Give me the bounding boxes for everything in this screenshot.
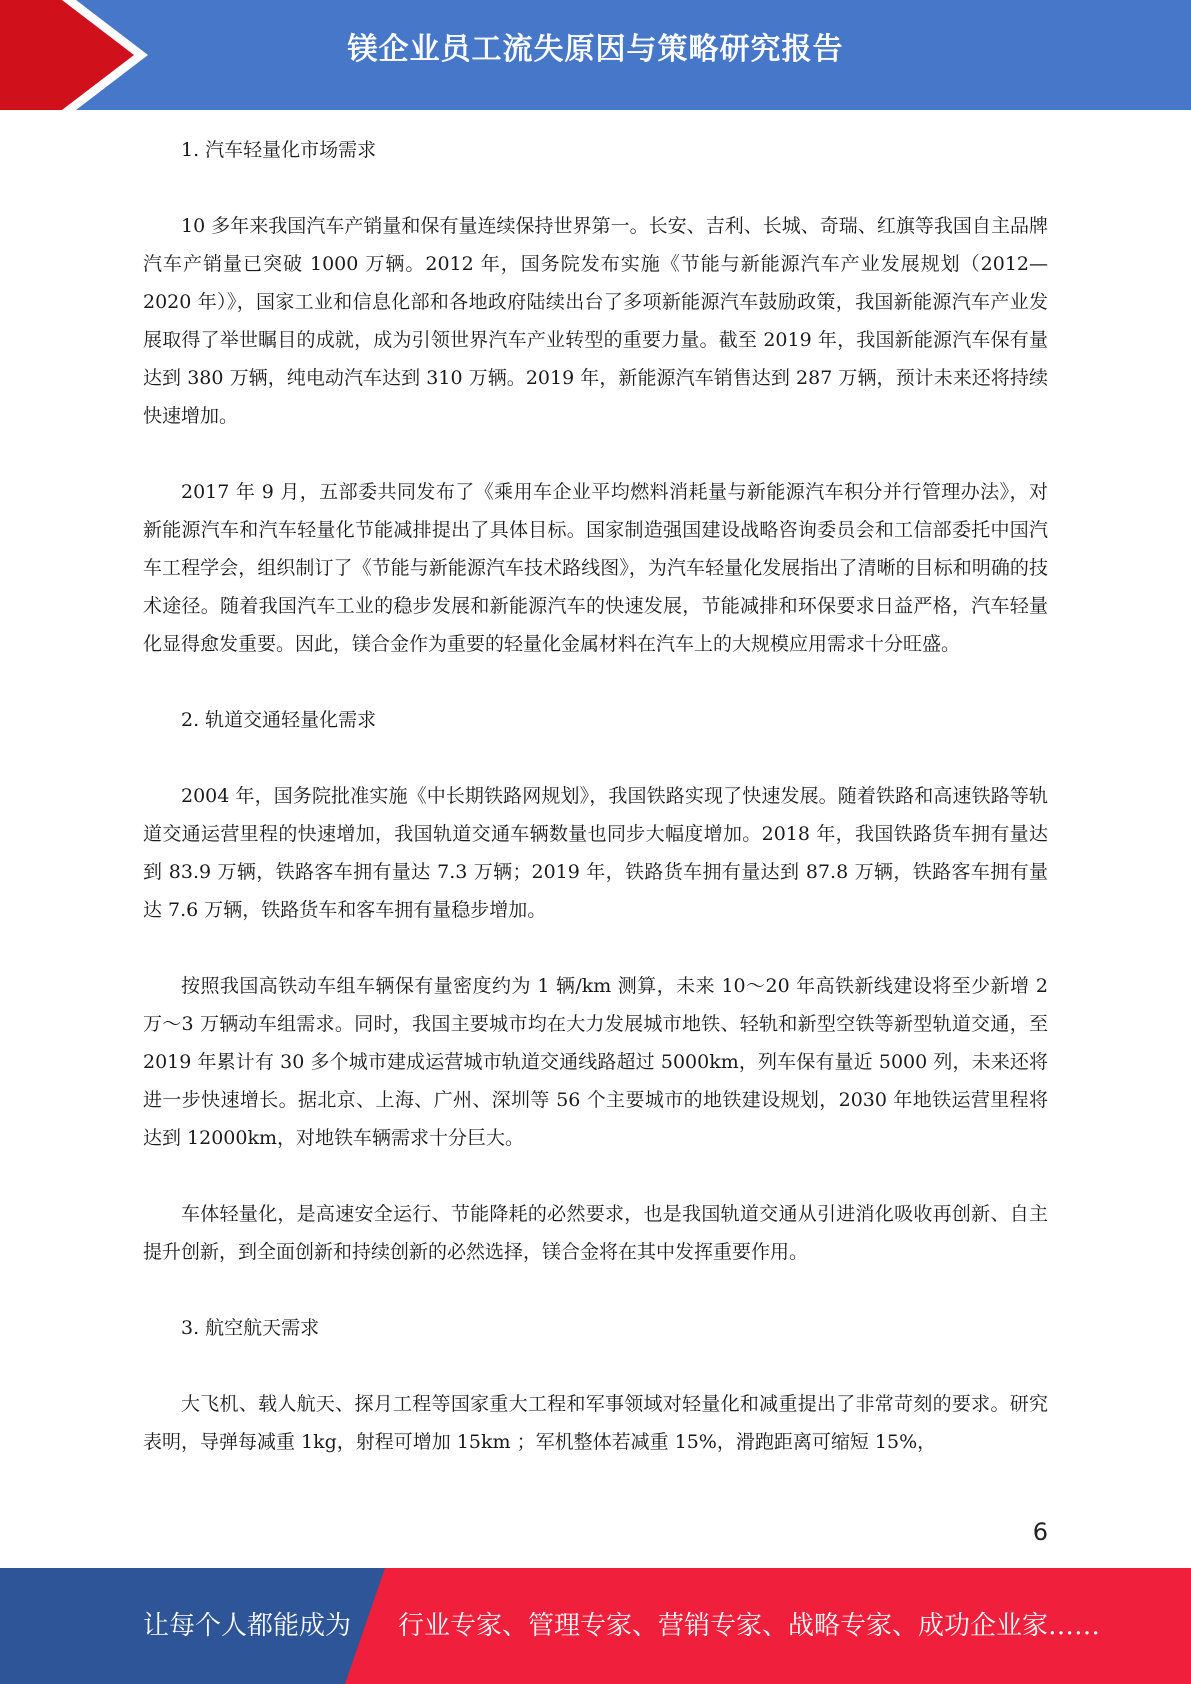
footer-slogan-left: 让每个人都能成为 — [143, 1611, 352, 1641]
section-heading-aerospace: 3. 航空航天需求 — [181, 1317, 320, 1339]
page-number: 6 — [1032, 1518, 1048, 1546]
paragraph: 2004 年，国务院批准实施《中长期铁路网规划》，我国铁路实现了快速发展。随着铁路和高速铁路等轨道交通运营里程的快速增加，我国轨道交通车辆数量也同步大幅度增加。2018 年，我国铁路货车拥有量达到 83.9 万辆，铁路客车拥有量达 7.3 万辆；2019 年，铁路货车拥有量达到 87.8 万辆，铁路客车拥有量达 7.6 万辆，铁路货车和客车拥有量稳步增加。 — [143, 785, 1048, 921]
paragraph: 车体轻量化，是高速安全运行、节能降耗的必然要求，也是我国轨道交通从引进消化吸收再创新、自主提升创新，到全面创新和持续创新的必然选择，镁合金将在其中发挥重要作用。 — [143, 1203, 1048, 1263]
document-body — [143, 131, 1048, 1499]
page-title: 镁企业员工流失原因与策略研究报告 — [347, 32, 844, 67]
paragraph: 10 多年来我国汽车产销量和保有量连续保持世界第一。长安、吉利、长城、奇瑞、红旗等我国自主品牌汽车产销量已突破 1000 万辆。2012 年，国务院发布实施《节能与新能源汽车产业发展规划（2012—2020 年）》，国家工业和信息化部和各地政府陆续出台了多项新能源汽车鼓励政策，我国新能源汽车产业发展取得了举世瞩目的成就，成为引领世界汽车产业转型的重要力量。截至 2019 年，我国新能源汽车保有量达到 380 万辆，纯电动汽车达到 310 万辆。2019 年，新能源汽车销售达到 287 万辆，预计未来还将持续快速增加。 — [143, 215, 1048, 427]
page-footer — [0, 1568, 1191, 1684]
paragraph: 2017 年 9 月，五部委共同发布了《乘用车企业平均燃料消耗量与新能源汽车积分并行管理办法》，对新能源汽车和汽车轻量化节能减排提出了具体目标。国家制造强国建设战略咨询委员会和工信部委托中国汽车工程学会，组织制订了《节能与新能源汽车技术路线图》，为汽车轻量化发展指出了清晰的目标和明确的技术途径。随着我国汽车工业的稳步发展和新能源汽车的快速发展，节能减排和环保要求日益严格，汽车轻量化显得愈发重要。因此，镁合金作为重要的轻量化金属材料在汽车上的大规模应用需求十分旺盛。 — [143, 481, 1048, 655]
page-header — [0, 0, 1191, 110]
section-heading-automotive: 1. 汽车轻量化市场需求 — [181, 139, 377, 161]
paragraph: 大飞机、载人航天、探月工程等国家重大工程和军事领域对轻量化和减重提出了非常苛刻的要求。研究表明，导弹每减重 1kg，射程可增加 15km ；军机整体若减重 15%，滑跑距离可缩短 15%， — [143, 1393, 1048, 1453]
section-heading-rail: 2. 轨道交通轻量化需求 — [181, 709, 377, 731]
paragraph: 按照我国高铁动车组车辆保有量密度约为 1 辆/km 测算，未来 10～20 年高铁新线建设将至少新增 2 万～3 万辆动车组需求。同时，我国主要城市均在大力发展城市地铁、轻轨和新型空铁等新型轨道交通，至 2019 年累计有 30 多个城市建成运营城市轨道交通线路超过 5000km，列车保有量近 5000 列，未来还将进一步快速增长。据北京、上海、广州、深圳等 56 个主要城市的地铁建设规划，2030 年地铁运营里程将达到 12000km，对地铁车辆需求十分巨大。 — [143, 975, 1048, 1149]
footer-slogan-right: 行业专家、管理专家、营销专家、战略专家、成功企业家…… — [398, 1611, 1101, 1641]
